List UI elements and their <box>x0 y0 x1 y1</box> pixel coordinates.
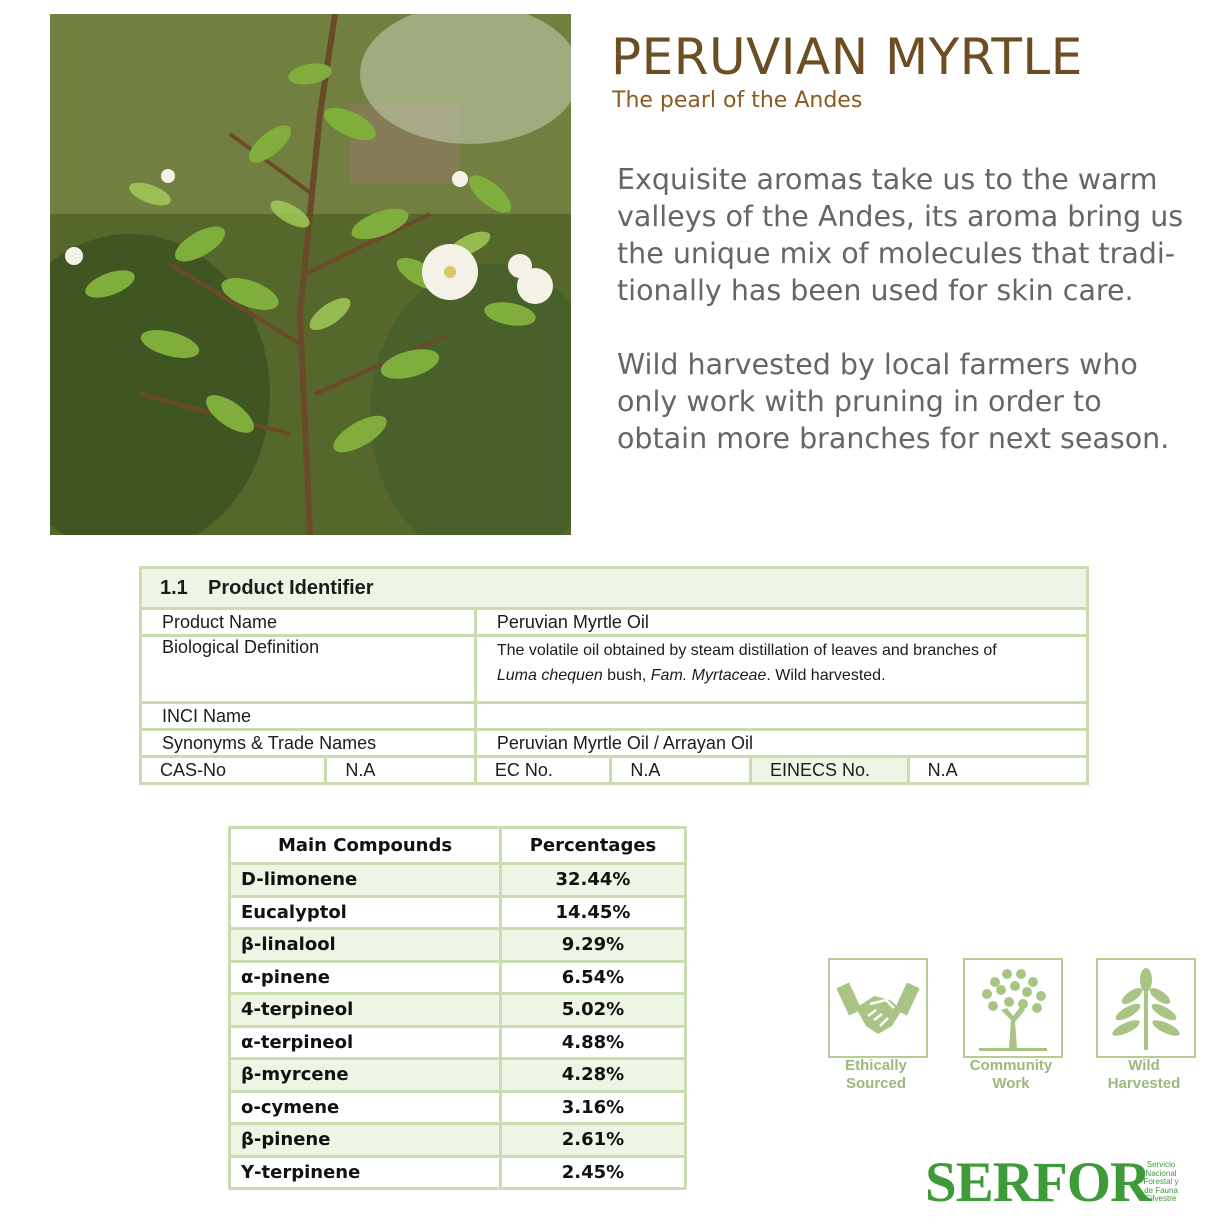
cas-value: N.A <box>326 757 476 784</box>
badge-label-line: Work <box>992 1075 1030 1092</box>
bio-def-end: . Wild harvested. <box>766 667 886 684</box>
description-line: Wild harvested by local farmers who <box>617 348 1138 381</box>
logo-sub-line: Silvestre <box>1145 1194 1177 1203</box>
bio-def-line1: The volatile oil obtained by steam distillation of leaves and branches of <box>496 642 997 659</box>
description-line: only work with pruning in order to <box>617 385 1102 418</box>
bio-def-family: Fam. Myrtaceae <box>650 667 767 684</box>
compound-name: D-limonene <box>230 864 501 897</box>
logo-sub-line: Nacional <box>1145 1168 1177 1178</box>
serfor-logo: SERFOR <box>925 1151 1151 1214</box>
compound-percentage: 9.29% <box>501 929 686 962</box>
compound-percentage: 4.28% <box>501 1059 686 1092</box>
description-paragraph-1 <box>617 161 1207 309</box>
compound-name: β-myrcene <box>230 1059 501 1092</box>
compound-percentage: 2.61% <box>501 1124 686 1157</box>
ec-label: EC No. <box>475 757 611 784</box>
section-header-row <box>141 568 1088 609</box>
bio-def-species: Luma chequen <box>496 667 603 684</box>
page-subtitle: The pearl of the Andes <box>612 88 863 113</box>
compound-name: β-pinene <box>230 1124 501 1157</box>
description-line: Exquisite aromas take us to the warm <box>617 163 1158 196</box>
compound-percentage: 2.45% <box>501 1156 686 1189</box>
description-line: tionally has been used for skin care. <box>617 274 1134 307</box>
compound-percentage: 14.45% <box>501 896 686 929</box>
ethically-sourced-badge <box>828 958 928 1058</box>
ec-value: N.A <box>611 757 751 784</box>
section-title: Product Identifier <box>208 576 374 599</box>
cas-label: CAS-No <box>141 757 326 784</box>
table-row <box>141 636 1088 703</box>
badge-label-line: Sourced <box>845 1075 906 1092</box>
badge-label-line: Ethically <box>845 1057 907 1074</box>
compound-percentage: 6.54% <box>501 961 686 994</box>
table-row <box>230 1059 686 1092</box>
logo-sub-line: de Fauna <box>1144 1185 1178 1195</box>
community-work-badge <box>963 958 1063 1058</box>
logo-sub-line: Forestal y <box>1143 1177 1179 1186</box>
ethically-sourced-label <box>811 1057 941 1093</box>
compound-percentage: 5.02% <box>501 994 686 1027</box>
synonyms-value: Peruvian Myrtle Oil / Arrayan Oil <box>475 730 1087 757</box>
compound-column-header: Main Compounds <box>230 828 501 864</box>
page-title: PERUVIAN MYRTLE <box>611 28 1083 86</box>
section-number: 1.1 <box>160 576 188 599</box>
percentage-column-header: Percentages <box>501 828 686 864</box>
compound-name: o-cymene <box>230 1091 501 1124</box>
compounds-header-row <box>230 828 686 864</box>
tree-people-icon <box>965 960 1061 1056</box>
table-row <box>230 1156 686 1189</box>
plant-illustration <box>50 14 571 535</box>
compound-percentage: 4.88% <box>501 1026 686 1059</box>
table-row <box>141 730 1088 757</box>
bio-def-value <box>475 636 1087 703</box>
logo-sub-line: Servicio <box>1146 1160 1176 1169</box>
handshake-icon <box>830 960 926 1056</box>
table-row <box>141 703 1088 730</box>
compound-name: Eucalyptol <box>230 896 501 929</box>
table-row <box>230 896 686 929</box>
wild-harvested-badge <box>1096 958 1196 1058</box>
compound-percentage: 32.44% <box>501 864 686 897</box>
synonyms-label: Synonyms & Trade Names <box>141 730 476 757</box>
einecs-label: EINECS No. <box>750 757 908 784</box>
inci-value <box>475 703 1087 730</box>
bio-def-label: Biological Definition <box>141 636 476 703</box>
description-line: the unique mix of molecules that tradi- <box>617 237 1176 270</box>
compounds-table <box>228 826 687 1190</box>
table-row <box>230 864 686 897</box>
compound-name: β-linalool <box>230 929 501 962</box>
badge-label-line: Community <box>969 1057 1053 1074</box>
compound-name: α-pinene <box>230 961 501 994</box>
myrtle-plant-photo <box>50 14 571 535</box>
compound-name: Υ-terpinene <box>230 1156 501 1189</box>
table-row <box>230 1091 686 1124</box>
description-line: obtain more branches for next season. <box>617 422 1170 455</box>
section-header <box>141 568 1088 609</box>
einecs-value: N.A <box>908 757 1087 784</box>
badge-label-line: Wild <box>1128 1057 1160 1074</box>
table-row <box>230 1124 686 1157</box>
description-paragraph-2 <box>617 346 1207 457</box>
compound-percentage: 3.16% <box>501 1091 686 1124</box>
description-line: valleys of the Andes, its aroma bring us <box>617 200 1184 233</box>
table-row <box>141 609 1088 636</box>
table-row <box>230 994 686 1027</box>
table-row <box>230 961 686 994</box>
inci-label: INCI Name <box>141 703 476 730</box>
product-name-label: Product Name <box>141 609 476 636</box>
product-name-value: Peruvian Myrtle Oil <box>475 609 1087 636</box>
bio-def-mid: bush, <box>602 667 651 684</box>
table-row <box>141 757 1088 784</box>
table-row <box>230 1026 686 1059</box>
serfor-logo-subtitle <box>1136 1161 1186 1204</box>
badge-label-line: Harvested <box>1107 1075 1181 1092</box>
wild-harvested-label <box>1079 1057 1209 1093</box>
leaf-branch-icon <box>1098 960 1194 1056</box>
compound-name: α-terpineol <box>230 1026 501 1059</box>
compound-name: 4-terpineol <box>230 994 501 1027</box>
table-row <box>230 929 686 962</box>
community-work-label <box>946 1057 1076 1093</box>
product-identifier-table <box>139 566 1089 785</box>
